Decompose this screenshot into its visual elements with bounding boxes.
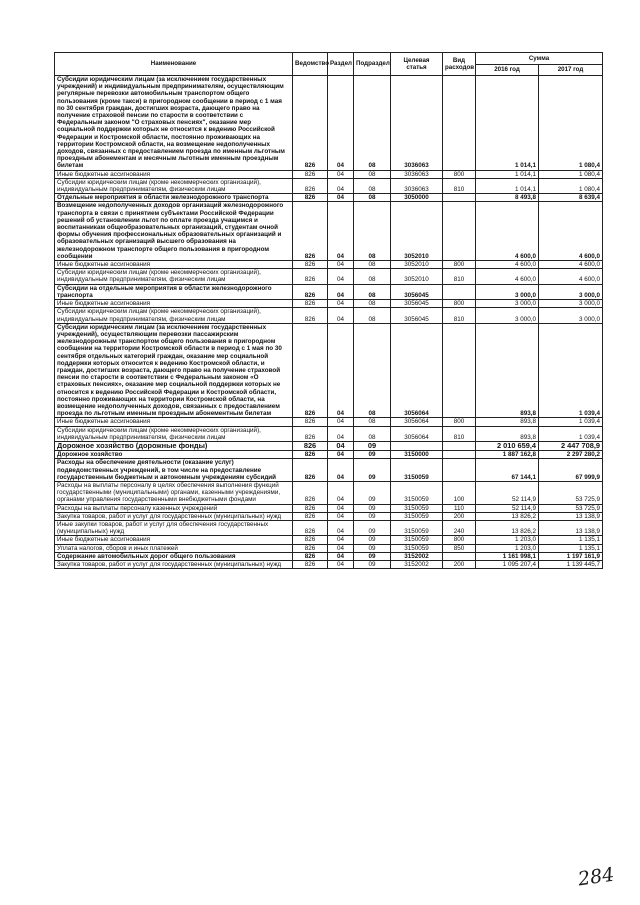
cell-razdel: 04 <box>328 536 354 544</box>
cell-name: Закупка товаров, работ и услуг для государственных (муниципальных) нужд <box>55 512 293 520</box>
cell-ved: 826 <box>293 520 328 535</box>
table-row <box>55 481 603 504</box>
cell-razdel: 04 <box>328 544 354 552</box>
cell-name: Иные бюджетные ассигнования <box>55 418 293 426</box>
cell-name: Отдельные мероприятия в области железнодорожного транспорта <box>55 194 293 202</box>
cell-podrazdel: 08 <box>354 178 391 193</box>
cell-cel: 3056064 <box>391 323 443 418</box>
cell-ved: 826 <box>293 512 328 520</box>
cell-cel: 3052010 <box>391 261 443 269</box>
table-row <box>55 561 603 569</box>
cell-razdel: 04 <box>328 76 354 171</box>
cell-razdel: 04 <box>328 323 354 418</box>
cell-ved: 826 <box>293 300 328 308</box>
cell-ved: 826 <box>293 481 328 504</box>
cell-ved: 826 <box>293 178 328 193</box>
table-body <box>55 76 603 569</box>
cell-s2016: 4 600,0 <box>476 202 539 261</box>
cell-razdel: 04 <box>328 504 354 512</box>
cell-vid <box>443 441 476 450</box>
cell-s2016: 52 114,9 <box>476 481 539 504</box>
table-row <box>55 426 603 441</box>
cell-vid: 240 <box>443 520 476 535</box>
cell-s2016: 1 095 207,4 <box>476 561 539 569</box>
cell-vid: 200 <box>443 512 476 520</box>
cell-vid: 810 <box>443 308 476 323</box>
cell-cel: 3152002 <box>391 552 443 560</box>
cell-s2017: 1 135,1 <box>539 536 603 544</box>
cell-s2017: 8 639,4 <box>539 194 603 202</box>
cell-name: Расходы на выплаты персоналу казенных учреждений <box>55 504 293 512</box>
cell-podrazdel: 09 <box>354 441 391 450</box>
cell-name: Расходы на выплаты персоналу в целях обеспечения выполнения функций государственными (муниципальными) органами, казенными учреждениями, органами управления государственными внебюджетными фондами <box>55 481 293 504</box>
cell-ved: 826 <box>293 194 328 202</box>
cell-name: Дорожное хозяйство (дорожные фонды) <box>55 441 293 450</box>
cell-ved: 826 <box>293 441 328 450</box>
cell-s2016: 893,8 <box>476 426 539 441</box>
cell-vid: 800 <box>443 300 476 308</box>
table-row <box>55 202 603 261</box>
cell-s2017: 53 725,9 <box>539 504 603 512</box>
table-row <box>55 544 603 552</box>
cell-podrazdel: 09 <box>354 451 391 459</box>
cell-s2017: 67 999,9 <box>539 459 603 482</box>
cell-ved: 826 <box>293 504 328 512</box>
table-row <box>55 269 603 284</box>
cell-podrazdel: 08 <box>354 261 391 269</box>
cell-name: Субсидии юридическим лицам (за исключением государственных учреждений) и индивидуальным предпринимателям, осуществляющим регулярные перевозки автомобильным транспортом общего пользования (кроме такси) в пригородном сообщении в период с 1 мая по 30 сентября граждан, достигших возраста, дающего право на получение страховой пенсии по старости в соответствии с Федеральным законом "О страховых пенсиях", оказание мер социальной поддержки которых не относится к ведению Российской Федерации и Костромской области, постоянно проживающих на территории Костромской области, на возмещение недополученных доходов, связанных с предоставлением проезда по именным льготным проездным абонементам и месячным льготным именным проездным билетам <box>55 76 293 171</box>
table-row <box>55 323 603 418</box>
cell-name: Субсидии юридическим лицам (кроме некоммерческих организаций), индивидуальным предпринимателям, физическим лицам <box>55 426 293 441</box>
cell-podrazdel: 08 <box>354 170 391 178</box>
table-header <box>55 53 603 76</box>
cell-s2016: 893,8 <box>476 323 539 418</box>
cell-ved: 826 <box>293 308 328 323</box>
cell-s2016: 52 114,9 <box>476 504 539 512</box>
cell-vid <box>443 194 476 202</box>
cell-vid <box>443 284 476 299</box>
table-row <box>55 170 603 178</box>
table-row <box>55 520 603 535</box>
cell-cel: 3150059 <box>391 544 443 552</box>
cell-name: Субсидии юридическим лицам (за исключением государственных учреждений), осуществляющим перевозки пассажирским железнодорожным транспортом общего пользования в пригородном сообщении на территории Костромской области в период с 1 мая по 30 сентября отдельных категорий граждан, оказание мер социальной поддержки которых относится к ведению Костромской области, и граждан, достигших возраста, дающего право на получение страховой пенсии по старости в соответствии с Федеральным законом «О страховых пенсиях», оказание мер социальной поддержки которых не относится к ведению Российской Федерации и Костромской области, постоянно проживающих на территории Костромской области, на возмещение недополученных доходов, связанных с предоставлением проезда по льготным именным проездным абонементным билетам <box>55 323 293 418</box>
cell-s2016: 1 014,1 <box>476 170 539 178</box>
cell-cel: 3036063 <box>391 76 443 171</box>
cell-s2017: 4 600,0 <box>539 269 603 284</box>
cell-vid: 810 <box>443 178 476 193</box>
cell-name: Расходы на обеспечение деятельности (оказание услуг) подведомственных учреждений, в том числе на предоставление государственным бюджетным и автономным учреждениям субсидий <box>55 459 293 482</box>
cell-s2017: 3 000,0 <box>539 308 603 323</box>
cell-cel: 3056045 <box>391 308 443 323</box>
cell-podrazdel: 09 <box>354 504 391 512</box>
cell-vid: 100 <box>443 481 476 504</box>
cell-podrazdel: 08 <box>354 300 391 308</box>
header-cel: Целевая статья <box>391 53 443 76</box>
cell-razdel: 04 <box>328 194 354 202</box>
cell-razdel: 04 <box>328 418 354 426</box>
cell-s2017: 53 725,9 <box>539 481 603 504</box>
cell-vid <box>443 323 476 418</box>
header-vid: Вид расходов <box>443 53 476 76</box>
cell-s2016: 2 010 659,4 <box>476 441 539 450</box>
cell-razdel: 04 <box>328 269 354 284</box>
cell-vid: 110 <box>443 504 476 512</box>
cell-podrazdel: 08 <box>354 308 391 323</box>
cell-ved: 826 <box>293 552 328 560</box>
cell-ved: 826 <box>293 261 328 269</box>
cell-s2016: 13 826,2 <box>476 512 539 520</box>
cell-ved: 826 <box>293 170 328 178</box>
cell-name: Субсидии юридическим лицам (кроме некоммерческих организаций), индивидуальным предпринимателям, физическим лицам <box>55 178 293 193</box>
cell-name: Возмещение недополученных доходов организаций железнодорожного транспорта в связи с принятием субъектами Российской Федерации решений об установлении льгот по оплате проезда учащимся и воспитанникам общеобразовательных организаций, студентам очной формы обучения профессиональных образовательных организаций и образовательных организаций высшего образования на железнодорожном транспорте общего пользования в пригородном сообщении <box>55 202 293 261</box>
cell-razdel: 04 <box>328 261 354 269</box>
cell-ved: 826 <box>293 451 328 459</box>
cell-s2016: 8 493,8 <box>476 194 539 202</box>
cell-cel: 3056064 <box>391 426 443 441</box>
cell-razdel: 04 <box>328 202 354 261</box>
table-row <box>55 536 603 544</box>
cell-ved: 826 <box>293 561 328 569</box>
table-row <box>55 178 603 193</box>
cell-podrazdel: 08 <box>354 194 391 202</box>
cell-podrazdel: 09 <box>354 481 391 504</box>
cell-podrazdel: 08 <box>354 202 391 261</box>
cell-ved: 826 <box>293 202 328 261</box>
cell-razdel: 04 <box>328 178 354 193</box>
header-razdel: Раздел <box>328 53 354 76</box>
cell-vid <box>443 459 476 482</box>
cell-name: Иные бюджетные ассигнования <box>55 261 293 269</box>
cell-podrazdel: 08 <box>354 426 391 441</box>
cell-podrazdel: 08 <box>354 418 391 426</box>
cell-vid: 800 <box>443 261 476 269</box>
table-row <box>55 418 603 426</box>
cell-podrazdel: 09 <box>354 536 391 544</box>
cell-s2017: 13 138,9 <box>539 512 603 520</box>
cell-ved: 826 <box>293 76 328 171</box>
cell-razdel: 04 <box>328 308 354 323</box>
cell-ved: 826 <box>293 418 328 426</box>
cell-razdel: 04 <box>328 552 354 560</box>
cell-razdel: 04 <box>328 451 354 459</box>
cell-s2017: 3 000,0 <box>539 300 603 308</box>
cell-name: Субсидии юридическим лицам (кроме некоммерческих организаций), индивидуальным предпринимателям, физическим лицам <box>55 308 293 323</box>
cell-vid: 810 <box>443 269 476 284</box>
cell-ved: 826 <box>293 323 328 418</box>
header-name: Наименование <box>55 53 293 76</box>
cell-s2016: 3 000,0 <box>476 300 539 308</box>
cell-podrazdel: 08 <box>354 323 391 418</box>
handwritten-page-number: 284 <box>576 863 616 891</box>
cell-podrazdel: 08 <box>354 269 391 284</box>
cell-s2016: 1 161 998,1 <box>476 552 539 560</box>
cell-razdel: 04 <box>328 512 354 520</box>
table-row <box>55 194 603 202</box>
cell-vid <box>443 76 476 171</box>
cell-vid <box>443 202 476 261</box>
cell-s2017: 1 080,4 <box>539 76 603 171</box>
cell-s2017: 13 138,9 <box>539 520 603 535</box>
cell-name: Содержание автомобильных дорог общего пользования <box>55 552 293 560</box>
header-podrazdel: Подраздел <box>354 53 391 76</box>
cell-cel: 3150059 <box>391 459 443 482</box>
cell-podrazdel: 08 <box>354 284 391 299</box>
cell-s2016: 1 887 162,8 <box>476 451 539 459</box>
cell-s2016: 3 000,0 <box>476 308 539 323</box>
cell-cel <box>391 441 443 450</box>
cell-s2017: 1 080,4 <box>539 178 603 193</box>
cell-vid: 200 <box>443 561 476 569</box>
cell-s2017: 1 139 445,7 <box>539 561 603 569</box>
cell-cel: 3052010 <box>391 269 443 284</box>
cell-s2016: 1 203,0 <box>476 544 539 552</box>
cell-s2017: 1 039,4 <box>539 426 603 441</box>
cell-s2016: 3 000,0 <box>476 284 539 299</box>
cell-name: Дорожное хозяйство <box>55 451 293 459</box>
table-row <box>55 504 603 512</box>
cell-name: Субсидии юридическим лицам (кроме некоммерческих организаций), индивидуальным предпринимателям, физическим лицам <box>55 269 293 284</box>
cell-razdel: 04 <box>328 520 354 535</box>
cell-razdel: 04 <box>328 170 354 178</box>
cell-podrazdel: 09 <box>354 544 391 552</box>
cell-podrazdel: 09 <box>354 561 391 569</box>
cell-s2017: 4 600,0 <box>539 202 603 261</box>
header-summa: Сумма <box>476 53 603 65</box>
cell-cel: 3056045 <box>391 284 443 299</box>
cell-cel: 3150059 <box>391 481 443 504</box>
cell-cel: 3036063 <box>391 178 443 193</box>
cell-cel: 3150059 <box>391 536 443 544</box>
cell-cel: 3036063 <box>391 170 443 178</box>
cell-s2017: 2 447 708,9 <box>539 441 603 450</box>
cell-cel: 3056064 <box>391 418 443 426</box>
cell-razdel: 04 <box>328 481 354 504</box>
cell-s2017: 1 039,4 <box>539 418 603 426</box>
cell-name: Иные закупки товаров, работ и услуг для обеспечения государственных (муниципальных) нужд <box>55 520 293 535</box>
cell-ved: 826 <box>293 284 328 299</box>
cell-ved: 826 <box>293 426 328 441</box>
cell-ved: 826 <box>293 544 328 552</box>
cell-cel: 3056045 <box>391 300 443 308</box>
table-row <box>55 261 603 269</box>
cell-razdel: 04 <box>328 426 354 441</box>
budget-table-page <box>54 52 602 569</box>
cell-cel: 3050000 <box>391 194 443 202</box>
cell-vid: 800 <box>443 536 476 544</box>
cell-podrazdel: 08 <box>354 76 391 171</box>
table-row <box>55 512 603 520</box>
cell-vid: 810 <box>443 426 476 441</box>
cell-name: Иные бюджетные ассигнования <box>55 300 293 308</box>
cell-cel: 3152002 <box>391 561 443 569</box>
header-ved: Ведомство <box>293 53 328 76</box>
cell-s2017: 4 600,0 <box>539 261 603 269</box>
cell-cel: 3150059 <box>391 520 443 535</box>
header-year-2016: 2016 год <box>476 65 539 76</box>
cell-cel: 3150000 <box>391 451 443 459</box>
table-row <box>55 552 603 560</box>
cell-name: Субсидии на отдельные мероприятия в области железнодорожного транспорта <box>55 284 293 299</box>
cell-s2016: 4 600,0 <box>476 269 539 284</box>
cell-s2017: 2 297 280,2 <box>539 451 603 459</box>
cell-razdel: 04 <box>328 284 354 299</box>
cell-vid: 800 <box>443 170 476 178</box>
cell-vid <box>443 451 476 459</box>
cell-podrazdel: 09 <box>354 552 391 560</box>
cell-ved: 826 <box>293 269 328 284</box>
cell-s2016: 1 014,1 <box>476 76 539 171</box>
cell-name: Уплата налогов, сборов и иных платежей <box>55 544 293 552</box>
cell-s2016: 67 144,1 <box>476 459 539 482</box>
budget-table <box>54 52 603 569</box>
cell-s2016: 1 203,0 <box>476 536 539 544</box>
cell-podrazdel: 09 <box>354 520 391 535</box>
cell-name: Иные бюджетные ассигнования <box>55 170 293 178</box>
cell-s2017: 1 135,1 <box>539 544 603 552</box>
cell-razdel: 04 <box>328 300 354 308</box>
cell-vid: 800 <box>443 418 476 426</box>
cell-razdel: 04 <box>328 561 354 569</box>
cell-s2016: 4 600,0 <box>476 261 539 269</box>
cell-podrazdel: 09 <box>354 459 391 482</box>
table-row <box>55 76 603 171</box>
cell-name: Закупка товаров, работ и услуг для государственных (муниципальных) нужд <box>55 561 293 569</box>
cell-name: Иные бюджетные ассигнования <box>55 536 293 544</box>
cell-razdel: 04 <box>328 459 354 482</box>
table-row <box>55 459 603 482</box>
cell-podrazdel: 09 <box>354 512 391 520</box>
cell-ved: 826 <box>293 459 328 482</box>
cell-s2016: 893,8 <box>476 418 539 426</box>
cell-cel: 3052010 <box>391 202 443 261</box>
cell-vid <box>443 552 476 560</box>
cell-s2016: 13 826,2 <box>476 520 539 535</box>
cell-razdel: 04 <box>328 441 354 450</box>
table-row <box>55 284 603 299</box>
cell-s2017: 1 080,4 <box>539 170 603 178</box>
header-year-2017: 2017 год <box>539 65 603 76</box>
table-row <box>55 300 603 308</box>
cell-s2016: 1 014,1 <box>476 178 539 193</box>
cell-vid: 850 <box>443 544 476 552</box>
table-row <box>55 308 603 323</box>
cell-s2017: 1 039,4 <box>539 323 603 418</box>
cell-s2017: 1 197 161,9 <box>539 552 603 560</box>
cell-s2017: 3 000,0 <box>539 284 603 299</box>
cell-cel: 3150059 <box>391 512 443 520</box>
table-row <box>55 451 603 459</box>
cell-ved: 826 <box>293 536 328 544</box>
cell-cel: 3150059 <box>391 504 443 512</box>
table-row <box>55 441 603 450</box>
